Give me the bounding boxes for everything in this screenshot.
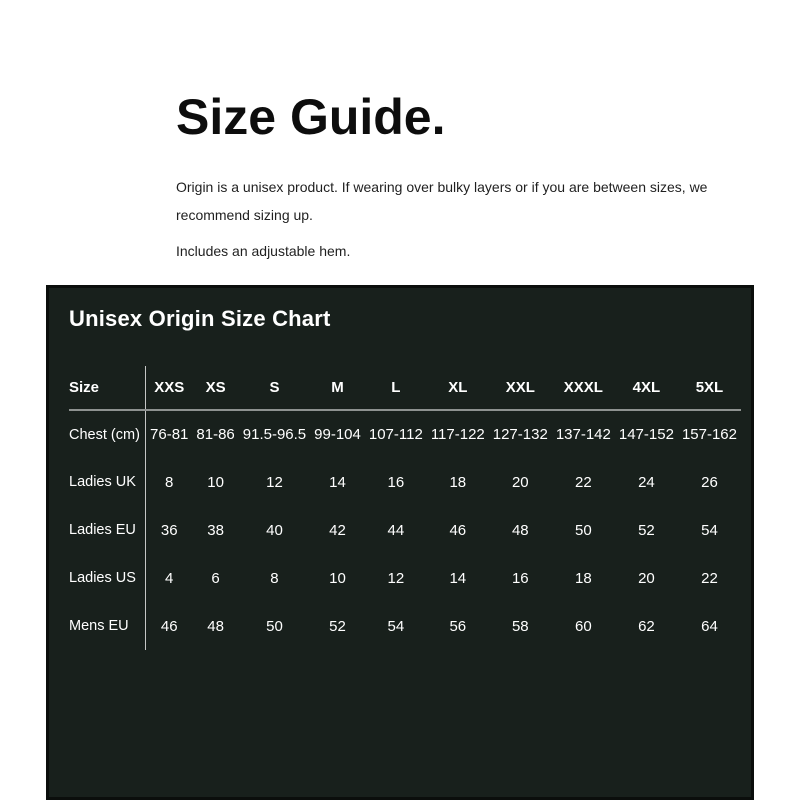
size-value-cell: 99-104 [314, 426, 361, 443]
size-value-cell: 60 [575, 617, 592, 635]
size-value-cell: 52 [638, 521, 655, 539]
column-header-size: Size [69, 366, 146, 410]
column-header: XXL [489, 366, 552, 410]
size-value-cell: 91.5-96.5 [242, 426, 307, 443]
table-row [69, 554, 741, 602]
intro-section [176, 90, 766, 265]
size-value-cell: 16 [387, 473, 405, 491]
size-value-cell: 12 [266, 473, 283, 491]
table-row [69, 506, 741, 554]
size-value-cell: 8 [165, 473, 174, 491]
size-value-cell: 54 [701, 521, 718, 539]
table-row [69, 410, 741, 458]
size-value-cell: 117-122 [430, 426, 485, 443]
size-value-cell: 8 [270, 569, 279, 587]
hem-note-text: Includes an adjustable hem. [176, 243, 351, 259]
size-value-cell: 20 [511, 473, 529, 491]
column-header: XS [192, 366, 238, 410]
size-value-cell: 52 [329, 617, 346, 635]
size-value-cell: 107-112 [368, 426, 423, 443]
column-header: XXS [146, 366, 193, 410]
size-value-cell: 64 [701, 617, 718, 635]
table-row [69, 458, 741, 506]
size-value-cell: 22 [701, 569, 718, 587]
size-value-cell: 14 [329, 473, 346, 491]
column-header: L [365, 366, 427, 410]
size-chart-header [69, 366, 741, 410]
column-header: 4XL [615, 366, 678, 410]
column-header: XL [427, 366, 489, 410]
size-value-cell: 137-142 [555, 426, 611, 443]
size-chart-body [69, 410, 741, 650]
size-value-cell: 56 [449, 617, 467, 635]
column-header: M [310, 366, 365, 410]
size-value-cell: 46 [160, 617, 178, 635]
size-value-cell: 40 [266, 521, 283, 539]
size-value-cell: 50 [266, 617, 283, 635]
size-chart-title: Unisex Origin Size Chart [69, 306, 331, 331]
row-label: Ladies UK [69, 458, 146, 506]
size-chart-panel [46, 285, 754, 800]
size-value-cell: 20 [638, 569, 655, 587]
size-value-cell: 26 [701, 473, 718, 491]
size-value-cell: 16 [511, 569, 529, 587]
size-value-cell: 48 [207, 617, 224, 635]
size-value-cell: 12 [387, 569, 405, 587]
table-row [69, 602, 741, 650]
size-value-cell: 54 [387, 617, 405, 635]
page-title: Size Guide. [176, 89, 446, 145]
size-value-cell: 38 [207, 521, 224, 539]
size-value-cell: 50 [575, 521, 592, 539]
size-value-cell: 4 [165, 569, 174, 587]
size-value-cell: 76-81 [150, 426, 189, 443]
header-row [69, 366, 741, 410]
column-header: XXXL [552, 366, 615, 410]
size-value-cell: 46 [449, 521, 467, 539]
size-value-cell: 10 [207, 473, 224, 491]
size-value-cell: 24 [638, 473, 655, 491]
size-value-cell: 18 [575, 569, 592, 587]
size-value-cell: 127-132 [492, 426, 548, 443]
size-value-cell: 81-86 [196, 426, 235, 443]
size-value-cell: 10 [329, 569, 346, 587]
size-value-cell: 6 [211, 569, 220, 587]
size-chart-table [69, 366, 741, 650]
size-value-cell: 62 [638, 617, 655, 635]
size-value-cell: 44 [387, 521, 405, 539]
size-value-cell: 14 [449, 569, 467, 587]
size-value-cell: 42 [329, 521, 346, 539]
column-header: 5XL [678, 366, 741, 410]
size-value-cell: 147-152 [618, 426, 674, 443]
row-label: Chest (cm) [69, 410, 146, 458]
size-value-cell: 157-162 [681, 426, 737, 443]
sizing-note-text: Origin is a unisex product. If wearing over bulky layers or if you are between sizes, we recommend sizing up. [176, 179, 708, 223]
column-header: S [239, 366, 310, 410]
row-label: Ladies EU [69, 506, 146, 554]
size-value-cell: 18 [449, 473, 467, 491]
row-label: Mens EU [69, 602, 146, 650]
size-value-cell: 36 [160, 521, 178, 539]
size-value-cell: 22 [575, 473, 592, 491]
size-value-cell: 48 [511, 521, 529, 539]
row-label: Ladies US [69, 554, 146, 602]
size-value-cell: 58 [511, 617, 529, 635]
